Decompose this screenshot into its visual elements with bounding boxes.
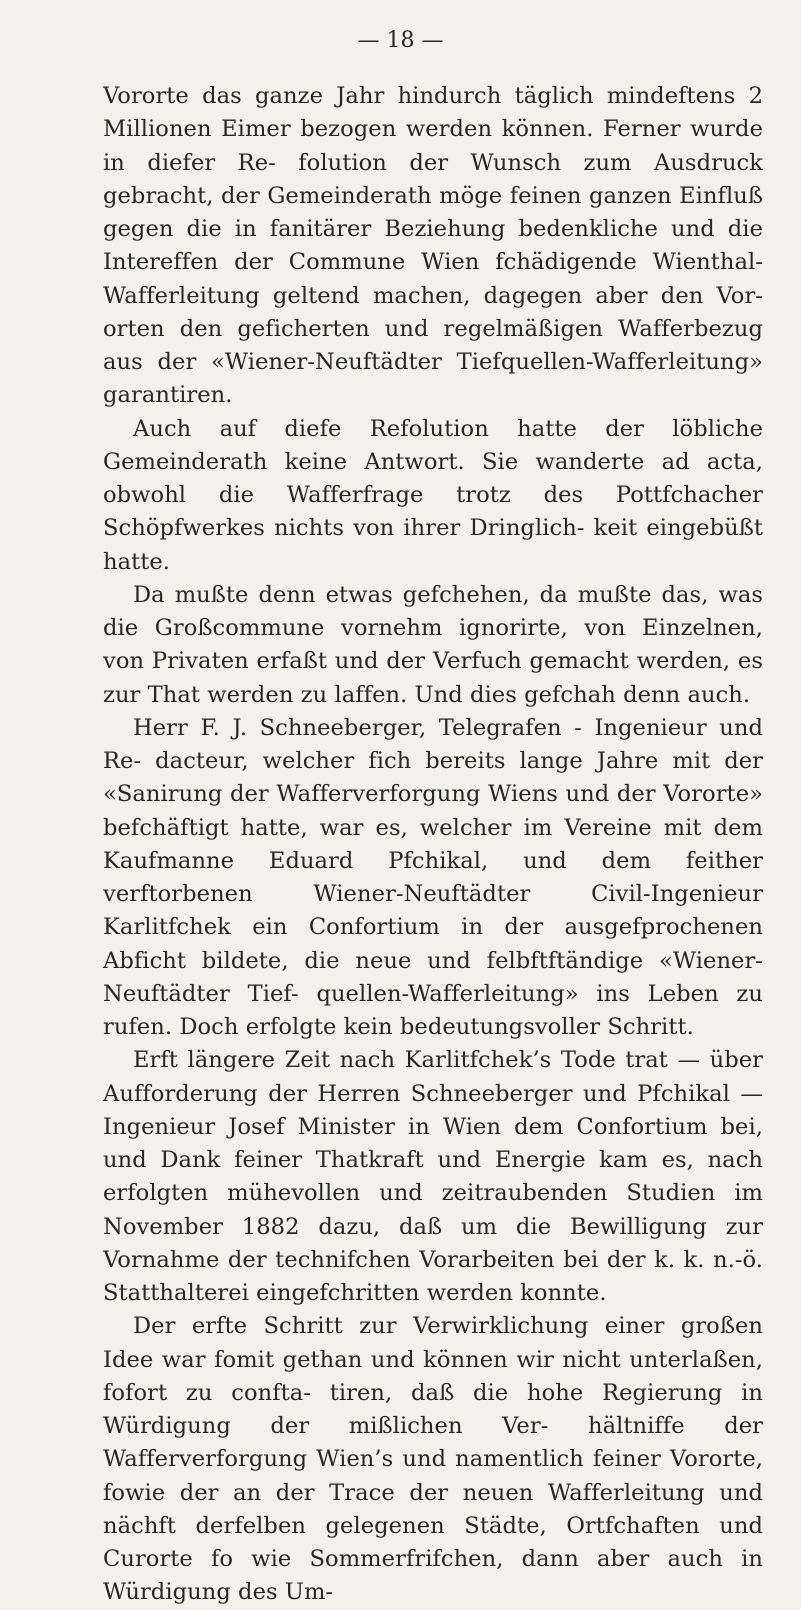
paragraph-3: Da mußte denn etwas gefchehen, da mußte das, was die Großcommune vornehm ignorirte, von Einzelnen, von Privaten erfaßt und der Verfuch gemacht werden, es zur That werden zu laffen. Und dies gefchah denn auch.: [103, 581, 763, 708]
paragraph-2: Auch auf diefe Refolution hatte der löbliche Gemeinderath keine Antwort. Sie wanderte ad acta, obwohl die Wafferfrage trotz des Pottfchacher Schöpfwerkes nichts von ihrer Dringlich- keit eingebüßt hatte.: [103, 415, 763, 575]
paragraph-4: Herr F. J. Schneeberger, Telegrafen - Ingenieur und Re- dacteur, welcher fich bereits lange Jahre mit der «Sanirung der Wafferverforgung Wiens und der Vororte» befchäftigt hatte, war es, welcher im Vereine mit dem Kaufmanne Eduard Pfchikal, und dem feither verftorbenen Wiener-Neuftädter Civil-Ingenieur Karlitfchek ein Confortium in der ausgefprochenen Abficht bildete, die neue und felbftftändige «Wiener- Neuftädter Tief- quellen-Wafferleitung» ins Leben zu rufen. Doch erfolgte kein bedeutungsvoller Schritt.: [103, 714, 763, 1040]
body-text: [103, 80, 763, 1610]
paragraph-5: Erft längere Zeit nach Karlitfchek’s Tode trat — über Aufforderung der Herren Schneeberger und Pfchikal — Ingenieur Josef Minister in Wien dem Confortium bei, und Dank feiner Thatkraft und Energie kam es, nach erfolgten mühevollen und zeitraubenden Studien im November 1882 dazu, daß um die Bewilligung zur Vornahme der technifchen Vorarbeiten bei der k. k. n.-ö. Statthalterei eingefchritten werden konnte.: [103, 1047, 763, 1306]
page-number: — 18 —: [357, 28, 444, 53]
paragraph-6: Der erfte Schritt zur Verwirklichung einer großen Idee war fomit gethan und können wir nicht unterlaßen, fofort zu confta- tiren, daß die hohe Regierung in Würdigung der mißlichen Ver- hältniffe der Wafferverforgung Wien’s und namentlich feiner Vororte, fowie der an der Trace der neuen Wafferleitung und nächft derfelben gelegenen Städte, Ortfchaften und Curorte fo wie Sommerfrifchen, dann aber auch in Würdigung des Um-: [103, 1313, 763, 1606]
paragraph-1: Vororte das ganze Jahr hindurch täglich mindeftens 2 Millionen Eimer bezogen werden können. Ferner wurde in diefer Re- folution der Wunsch zum Ausdruck gebracht, der Gemeinderath möge feinen ganzen Einfluß gegen die in fanitärer Beziehung bedenkliche und die Intereffen der Commune Wien fchädigende Wienthal-Wafferleitung geltend machen, dagegen aber den Vor- orten den geficherten und regelmäßigen Wafferbezug aus der «Wiener-Neuftädter Tiefquellen-Wafferleitung» garantiren.: [103, 83, 763, 409]
